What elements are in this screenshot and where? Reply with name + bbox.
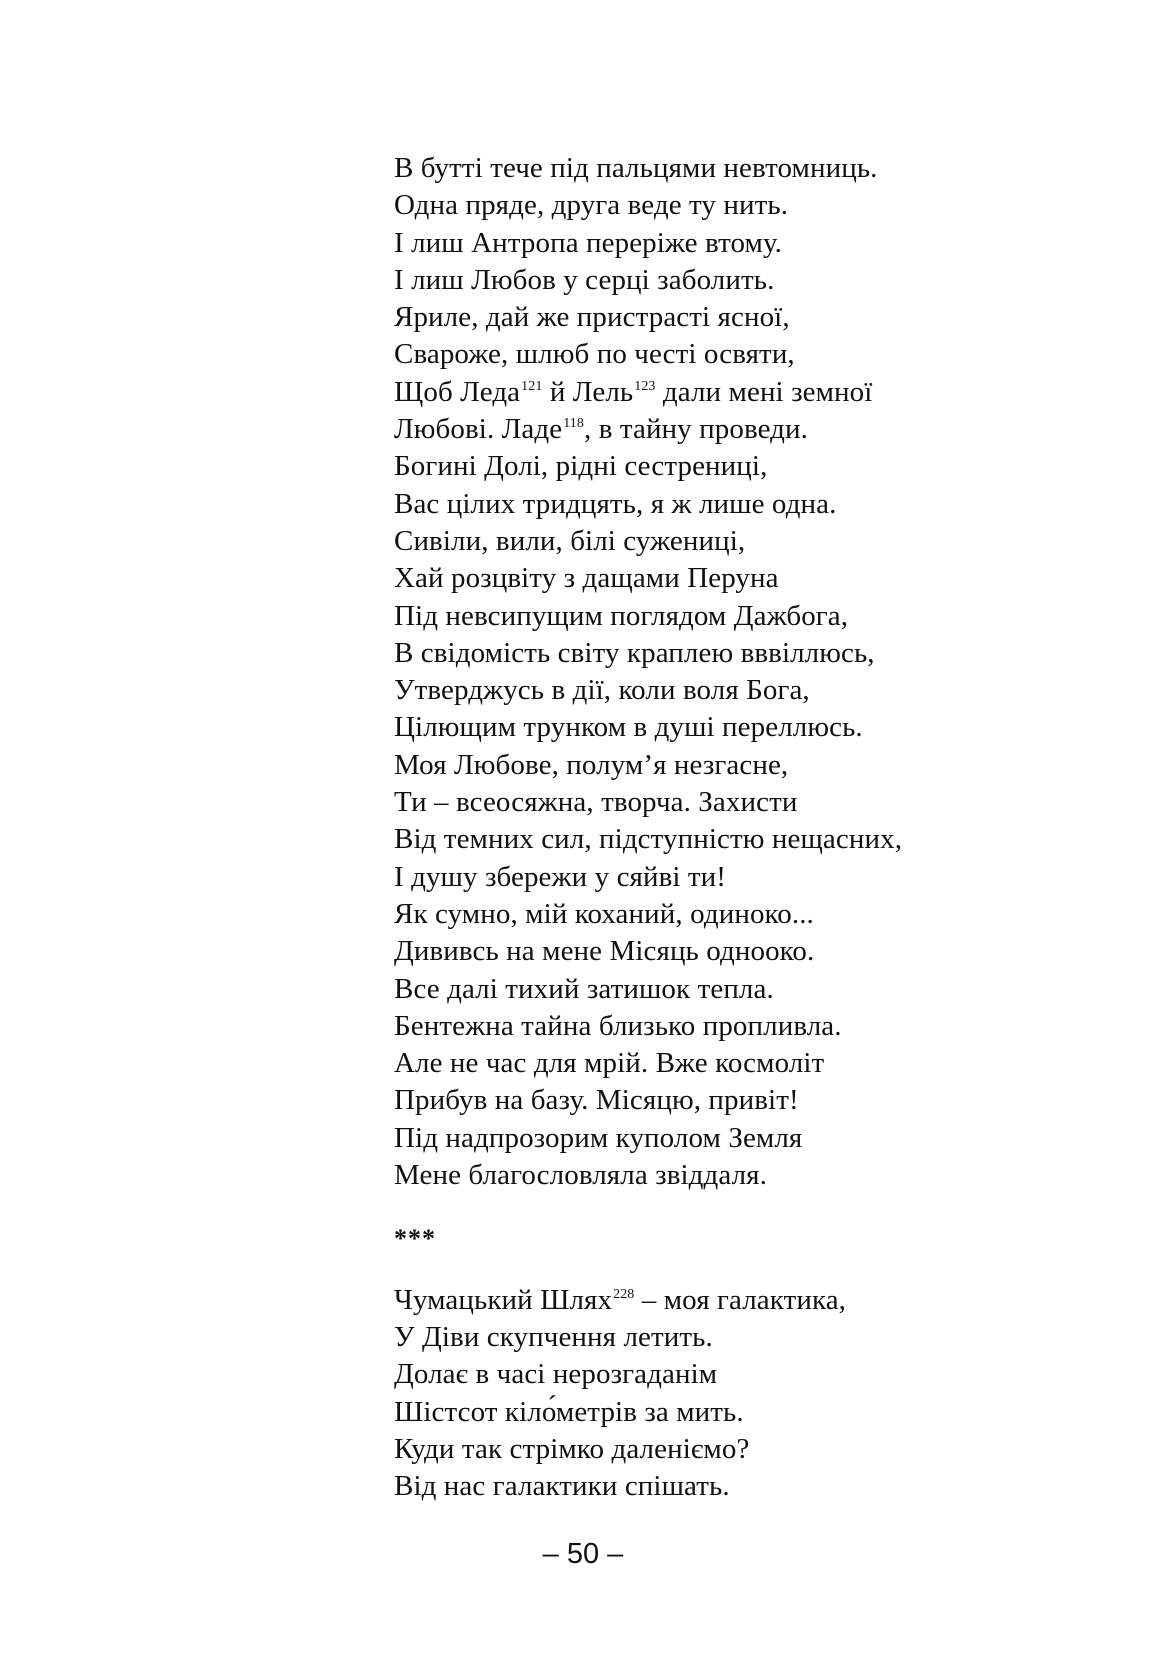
footnote-marker: 228 bbox=[613, 1286, 635, 1302]
verse-line: Вас цілих тридцять, я ж лише одна. bbox=[394, 487, 837, 520]
stanza-separator: *** bbox=[394, 1224, 436, 1254]
verse-line: Мене благословляла звіддаля. bbox=[394, 1159, 767, 1192]
verse-line bbox=[394, 411, 1094, 448]
verse-line: І лиш Антропа переріже втому. bbox=[394, 226, 783, 259]
stanza-2 bbox=[394, 1282, 1094, 1506]
verse-fragment: дали мені земної bbox=[655, 375, 873, 408]
verse-fragment: , в тайну проведи. bbox=[584, 413, 808, 446]
verse-line: Ти – всеосяжна, творча. Захисти bbox=[394, 786, 798, 819]
verse-line: Моя Любове, полум’я незгасне, bbox=[394, 748, 789, 781]
verse-line: У Діви скупчення летить. bbox=[394, 1320, 713, 1353]
verse-line: І душу збережи у сяйві ти! bbox=[394, 860, 727, 893]
verse-line: Одна пряде, друга веде ту нить. bbox=[394, 189, 789, 222]
verse-fragment: – моя галактика, bbox=[634, 1283, 847, 1316]
verse-line: Як сумно, мій коханий, одиноко... bbox=[394, 897, 814, 930]
poem-text bbox=[394, 150, 1094, 1505]
verse-line bbox=[394, 1282, 1094, 1319]
verse-fragment: Любові. Ладе bbox=[394, 413, 563, 446]
stanza-1 bbox=[394, 150, 1094, 1194]
footnote-marker: 121 bbox=[521, 378, 543, 394]
verse-line: Свароже, шлюб по честі освяти, bbox=[394, 338, 795, 371]
verse-line: Від темних сил, підступністю нещасних, bbox=[394, 823, 903, 856]
verse-line: Від нас галактики спішать. bbox=[394, 1470, 730, 1503]
verse-line: Шістсот кіло́метрів за мить. bbox=[394, 1395, 744, 1428]
verse-line: Хай розцвіту з дащами Перуна bbox=[394, 562, 779, 595]
verse-line: Бентежна тайна близько пропливла. bbox=[394, 1009, 842, 1042]
verse-line bbox=[394, 374, 1094, 411]
verse-line: Яриле, дай же пристрасті ясної, bbox=[394, 301, 790, 334]
verse-line: Все далі тихий затишок тепла. bbox=[394, 972, 774, 1005]
verse-line: Куди так стрімко даленіємо? bbox=[394, 1432, 750, 1465]
verse-line: Прибув на базу. Місяцю, привіт! bbox=[394, 1084, 799, 1117]
page-number: – 50 – bbox=[542, 1538, 624, 1570]
verse-line: Утверджусь в дії, коли воля Бога, bbox=[394, 674, 810, 707]
footnote-marker: 118 bbox=[563, 416, 584, 432]
verse-fragment: й Лель bbox=[542, 375, 634, 408]
verse-line: Під невсипущим поглядом Дажбога, bbox=[394, 599, 849, 632]
verse-line: В свідомість світу краплею вввіллюсь, bbox=[394, 636, 875, 669]
verse-line: Дививсь на мене Місяць одноoко. bbox=[394, 935, 815, 968]
verse-fragment: Чумацький Шлях bbox=[394, 1283, 613, 1316]
verse-line: Долає в часі нерозгаданім bbox=[394, 1358, 718, 1391]
verse-line: Під надпрозорим куполом Земля bbox=[394, 1121, 803, 1154]
verse-line: Сивіли, вили, білі сужениці, bbox=[394, 524, 746, 557]
footnote-marker: 123 bbox=[634, 378, 656, 394]
verse-line: Цілющим трунком в душі переллюсь. bbox=[394, 711, 863, 744]
verse-line: І лиш Любов у серці заболить. bbox=[394, 263, 775, 296]
verse-line: В бутті тече під пальцями невтомниць. bbox=[394, 152, 878, 184]
verse-fragment: Щоб Леда bbox=[394, 375, 521, 408]
verse-line: Богині Долі, рідні сестрениці, bbox=[394, 450, 768, 483]
verse-line: Але не час для мрій. Вже космоліт bbox=[394, 1047, 825, 1080]
